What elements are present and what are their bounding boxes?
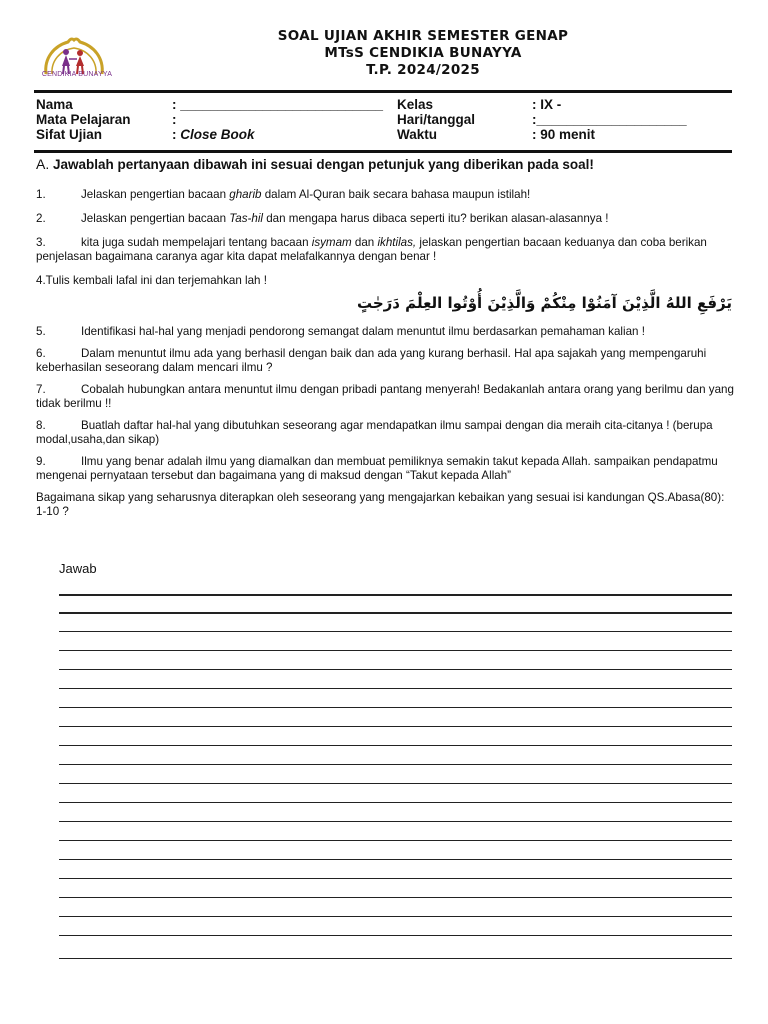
question-text: kita juga sudah mempelajari tentang bacaan [81, 236, 312, 249]
question-term: Tas-hil [229, 212, 263, 225]
question-text: dan [351, 236, 378, 249]
nama-field[interactable]: : ___________________________ [172, 97, 383, 112]
question-number: 8. [36, 419, 46, 432]
question-text: Jelaskan pengertian bacaan [81, 188, 230, 201]
answer-line[interactable] [59, 726, 732, 727]
question-number: 2. [36, 212, 46, 225]
mapel-label: Mata Pelajaran [36, 112, 131, 127]
answer-line[interactable] [59, 958, 732, 959]
answer-line[interactable] [59, 783, 732, 784]
answer-line[interactable] [59, 840, 732, 841]
school-name: MTsS CENDIKIA BUNAYYA [324, 45, 522, 61]
question-5 [36, 325, 734, 339]
kelas-field[interactable]: : IX - [532, 97, 562, 112]
question-8 [36, 419, 734, 447]
question-9 [36, 455, 734, 483]
section-instruction-text: Jawablah pertanyaan dibawah ini sesuai dengan petunjuk yang diberikan pada soal! [53, 157, 594, 172]
answer-line[interactable] [59, 916, 732, 917]
question-6 [36, 347, 734, 375]
section-letter: A. [36, 156, 50, 172]
logo-text: CENDIKIA BUNAYYA [41, 71, 113, 78]
question-10: Bagaimana sikap yang seharusnya diterapkan oleh seseorang yang mengajarkan kebaikan yang sesuai isi kandungan QS.Abasa(80): 1-10 ? [36, 491, 725, 518]
question-number: 6. [36, 347, 46, 360]
question-text: Cobalah hubungkan antara menuntut ilmu dengan pribadi pantang menyerah! Bedakanlah antara orang yang berilmu dan yang tidak berilmu !! [36, 383, 734, 410]
answer-line[interactable] [59, 821, 732, 822]
answer-line[interactable] [59, 935, 732, 936]
dome-figures-icon [38, 36, 116, 86]
question-text: Dalam menuntut ilmu ada yang berhasil dengan baik dan ada yang kurang berhasil. Hal apa sajakah yang mempengaruhi keberhasilan seseorang dalam mencari ilmu ? [36, 347, 707, 374]
answer-line[interactable] [59, 859, 732, 860]
question-text: Jelaskan pengertian bacaan [81, 212, 230, 225]
nama-label: Nama [36, 97, 73, 112]
question-7 [36, 383, 734, 411]
answer-label: Jawab [59, 561, 97, 576]
answer-line[interactable] [59, 878, 732, 879]
answer-line[interactable] [59, 594, 732, 596]
answer-line[interactable] [59, 897, 732, 898]
kelas-label: Kelas [397, 97, 434, 112]
question-text: dalam Al-Quran baik secara bahasa maupun istilah! [261, 188, 531, 201]
question-text: Buatlah daftar hal-hal yang dibutuhkan seseorang agar mendapatkan ilmu sampai dengan dia meraih cita-citanya ! (berupa modal,usaha,dan sikap) [36, 419, 713, 446]
answer-line[interactable] [59, 688, 732, 689]
question-text: jelaskan pengertian bacaan keduanya dan coba berikan penjelasan bagaimana caranya agar kita dapat melafalkannya dengan benar ! [36, 236, 707, 263]
school-logo [38, 36, 116, 86]
question-text: Identifikasi hal-hal yang menjadi pendorong semangat dalam menuntut ilmu berdasarkan pemahaman kalian ! [81, 325, 645, 338]
school-year: T.P. 2024/2025 [366, 62, 480, 78]
answer-line[interactable] [59, 669, 732, 670]
info-divider [34, 150, 732, 153]
question-3 [36, 236, 734, 264]
question-term: ikhtilas, [377, 236, 417, 249]
question-1 [36, 188, 734, 202]
answer-line[interactable] [59, 707, 732, 708]
question-number: 9. [36, 455, 46, 468]
question-4: 4.Tulis kembali lafal ini dan terjemahkan lah ! [36, 274, 267, 287]
student-info-block [36, 97, 734, 145]
question-text: dan mengapa harus dibaca seperti itu? berikan alasan-alasannya ! [263, 212, 609, 225]
sifat-field [172, 127, 255, 143]
sifat-value: Close Book [180, 127, 255, 142]
section-a-instruction [36, 156, 594, 172]
question-term: isymam [311, 236, 352, 249]
sifat-label: Sifat Ujian [36, 127, 103, 142]
answer-line[interactable] [59, 612, 732, 614]
hari-field[interactable]: :____________________ [532, 112, 687, 127]
question-number: 3. [36, 236, 46, 249]
waktu-field: : 90 menit [532, 127, 596, 142]
exam-title: SOAL UJIAN AKHIR SEMESTER GENAP [277, 28, 569, 44]
sifat-colon: : [172, 127, 181, 142]
question-number: 1. [36, 188, 46, 201]
question-term: gharib [229, 188, 262, 201]
answer-line[interactable] [59, 631, 732, 632]
header-divider [34, 90, 732, 93]
question-number: 5. [36, 325, 46, 338]
answer-line[interactable] [59, 764, 732, 765]
document-header [180, 28, 666, 79]
question-text: Ilmu yang benar adalah ilmu yang diamalkan dan membuat pemiliknya semakin takut kepada Allah. sampaikan pendapatmu mengenai pernyataan tersebut dan bagaimana yang di maksud dengan “Takut kepada Allah” [36, 455, 718, 482]
mapel-field[interactable]: : [172, 112, 177, 127]
question-number: 7. [36, 383, 46, 396]
arabic-verse: يَرْفَعِ اللهُ الَّذِيْنَ آمَنُوْا مِنْكُمْ وَالَّذِيْنَ أُوْتُوا العِلْمَ دَرَجٰتٍ [356, 294, 732, 312]
hari-label: Hari/tanggal [397, 112, 476, 127]
question-2 [36, 212, 734, 226]
answer-line[interactable] [59, 650, 732, 651]
waktu-label: Waktu [397, 127, 437, 142]
answer-line[interactable] [59, 802, 732, 803]
answer-line[interactable] [59, 745, 732, 746]
